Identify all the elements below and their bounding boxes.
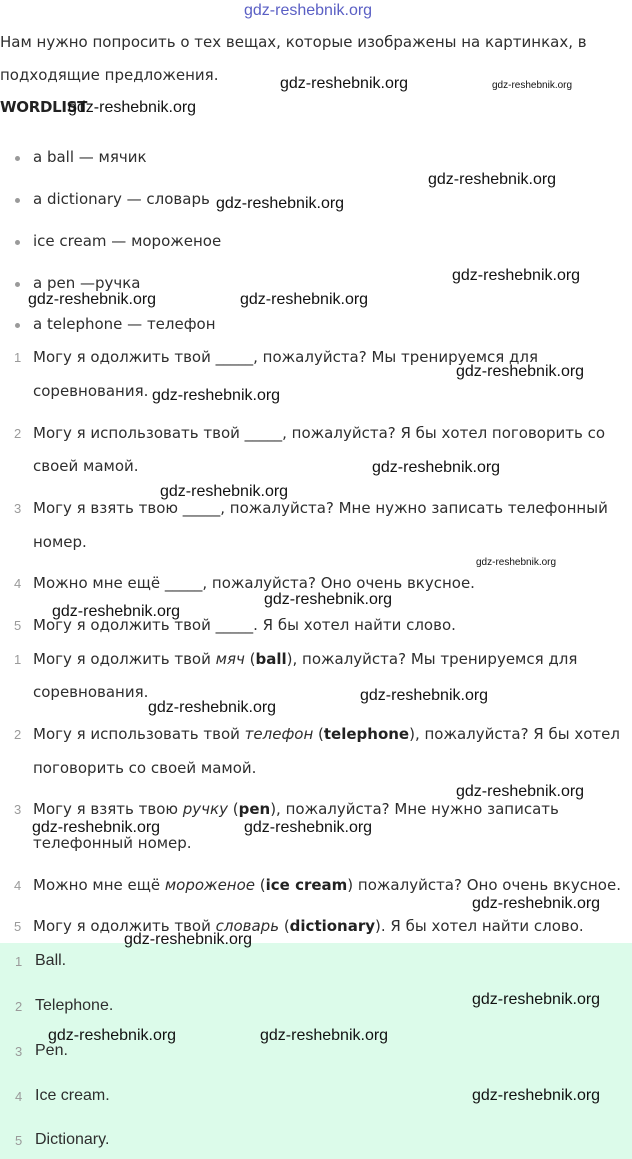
answers-panel <box>0 943 632 1159</box>
bullet-icon <box>15 198 20 203</box>
item-number: 4 <box>14 576 22 591</box>
filled-line: соревнования. <box>33 683 149 701</box>
item-number: 3 <box>14 802 22 817</box>
watermark: gdz-reshebnik.org <box>148 699 277 716</box>
exercise-line: Можно мне ещё _____, пожалуйста? Оно очень вкусное. <box>33 574 475 592</box>
item-number: 2 <box>15 999 23 1014</box>
filled-line: Могу я использовать твой телефон (telephone), пожалуйста? Я бы хотел <box>33 725 620 743</box>
bullet-icon <box>15 282 20 287</box>
intro-line-2: подходящие предложения. <box>0 66 219 84</box>
watermark: gdz-reshebnik.org <box>152 387 281 404</box>
wordlist-title: WORDLIST <box>0 98 88 116</box>
watermark: gdz-reshebnik.org <box>280 75 409 92</box>
item-number: 4 <box>15 1089 23 1104</box>
answer-item: Dictionary. <box>35 1131 110 1148</box>
wordlist-item: a telephone — телефон <box>33 315 216 333</box>
answer-item: Ball. <box>35 952 67 969</box>
watermark: gdz-reshebnik.org <box>360 687 489 704</box>
exercise-line: своей мамой. <box>33 457 139 475</box>
item-number: 1 <box>15 954 23 969</box>
bullet-icon <box>15 323 20 328</box>
filled-line: телефонный номер. <box>33 834 192 852</box>
item-number: 5 <box>14 618 22 633</box>
filled-line: Могу я одолжить твой словарь (dictionary). Я бы хотел найти слово. <box>33 917 584 935</box>
answer-item: Pen. <box>35 1042 68 1059</box>
watermark: gdz-reshebnik.org <box>476 557 557 568</box>
filled-line: Могу я одолжить твой мяч (ball), пожалуйста? Мы тренируемся для <box>33 650 578 668</box>
exercise-line: соревнования. <box>33 382 149 400</box>
watermark: gdz-reshebnik.org <box>48 1027 177 1044</box>
wordlist-item: a ball — мячик <box>33 148 147 166</box>
wordlist-item: ice cream — мороженое <box>33 232 222 250</box>
watermark: gdz-reshebnik.org <box>240 291 369 308</box>
watermark: gdz-reshebnik.org <box>32 819 161 836</box>
intro-line-1: Нам нужно попросить о тех вещах, которые изображены на картинках, в <box>0 33 587 51</box>
watermark: gdz-reshebnik.org <box>160 483 289 500</box>
item-number: 3 <box>15 1044 23 1059</box>
watermark: gdz-reshebnik.org <box>244 2 373 19</box>
filled-line: поговорить со своей мамой. <box>33 759 257 777</box>
watermark: gdz-reshebnik.org <box>492 80 573 91</box>
watermark: gdz-reshebnik.org <box>68 99 197 116</box>
item-number: 1 <box>14 652 22 667</box>
watermark: gdz-reshebnik.org <box>472 1087 601 1104</box>
watermark: gdz-reshebnik.org <box>52 603 181 620</box>
watermark: gdz-reshebnik.org <box>264 591 393 608</box>
bullet-icon <box>15 240 20 245</box>
watermark: gdz-reshebnik.org <box>124 931 253 948</box>
exercise-line: Могу я взять твою _____, пожалуйста? Мне нужно записать телефонный <box>33 499 608 517</box>
watermark: gdz-reshebnik.org <box>244 819 373 836</box>
bullet-icon <box>15 156 20 161</box>
item-number: 5 <box>14 919 22 934</box>
exercise-line: Могу я использовать твой _____, пожалуйста? Я бы хотел поговорить со <box>33 424 606 442</box>
item-number: 3 <box>14 501 22 516</box>
filled-line: Могу я взять твою ручку (pen), пожалуйста? Мне нужно записать <box>33 800 559 818</box>
wordlist-item: a dictionary — словарь <box>33 190 210 208</box>
item-number: 2 <box>14 426 22 441</box>
watermark: gdz-reshebnik.org <box>472 991 601 1008</box>
watermark: gdz-reshebnik.org <box>472 895 601 912</box>
exercise-line: номер. <box>33 533 87 551</box>
watermark: gdz-reshebnik.org <box>452 267 581 284</box>
answer-item: Telephone. <box>35 997 114 1014</box>
item-number: 5 <box>15 1133 23 1148</box>
filled-line: Можно мне ещё мороженое (ice cream) пожалуйста? Оно очень вкусное. <box>33 876 621 894</box>
watermark: gdz-reshebnik.org <box>372 459 501 476</box>
exercise-line: Могу я одолжить твой _____, пожалуйста? Мы тренируемся для <box>33 348 539 366</box>
wordlist-item: a pen —ручка <box>33 274 141 292</box>
watermark: gdz-reshebnik.org <box>28 291 157 308</box>
item-number: 4 <box>14 878 22 893</box>
watermark: gdz-reshebnik.org <box>216 195 345 212</box>
watermark: gdz-reshebnik.org <box>456 783 585 800</box>
watermark: gdz-reshebnik.org <box>456 363 585 380</box>
item-number: 2 <box>14 727 22 742</box>
answer-item: Ice cream. <box>35 1087 110 1104</box>
exercise-line: Могу я одолжить твой _____. Я бы хотел найти слово. <box>33 616 456 634</box>
watermark: gdz-reshebnik.org <box>260 1027 389 1044</box>
watermark: gdz-reshebnik.org <box>428 171 557 188</box>
item-number: 1 <box>14 350 22 365</box>
